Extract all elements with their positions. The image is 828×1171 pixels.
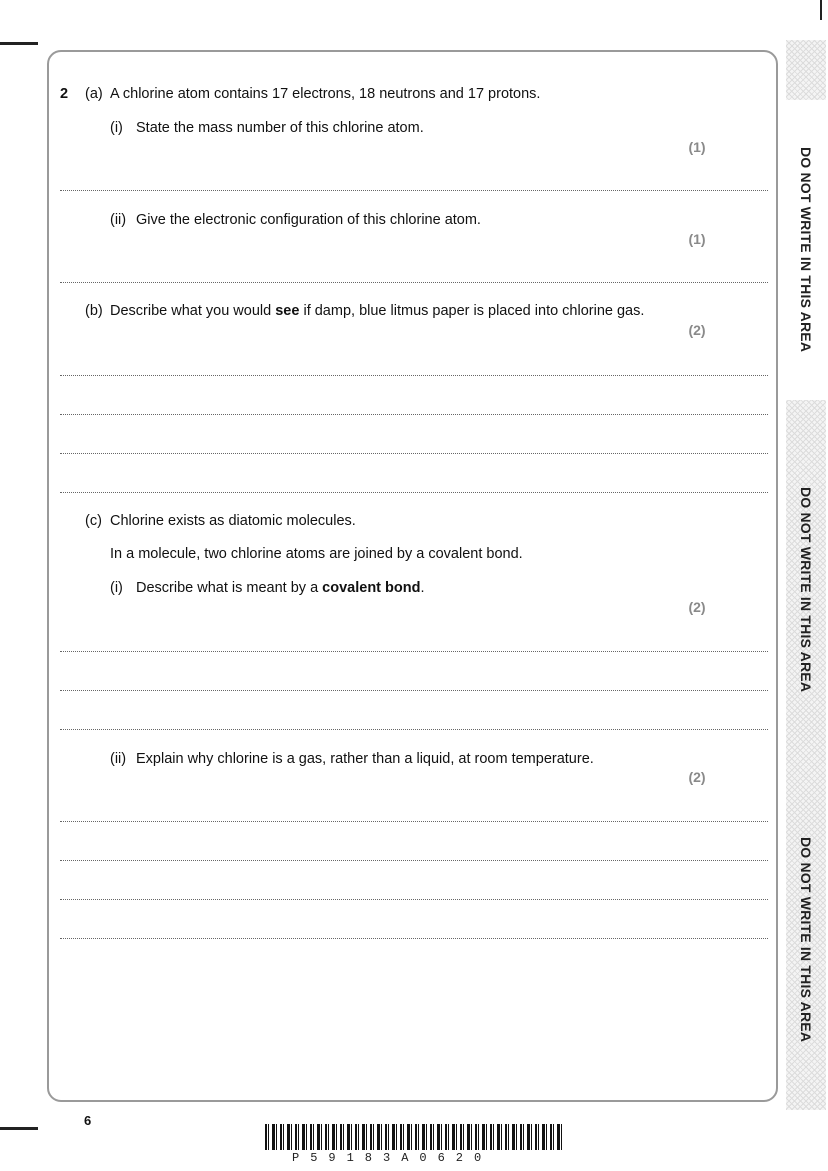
part-c-stem2: In a molecule, two chlorine atoms are joined by a covalent bond. — [110, 546, 523, 562]
part-c-stem: Chlorine exists as diatomic molecules. — [110, 513, 356, 529]
part-a-i-label: (i) — [110, 120, 123, 136]
part-b-text-after: if damp, blue litmus paper is placed into chlorine gas. — [299, 303, 645, 319]
answer-line[interactable] — [60, 190, 768, 191]
answer-line[interactable] — [60, 899, 768, 900]
answer-line[interactable] — [60, 938, 768, 939]
answer-line[interactable] — [60, 492, 768, 493]
barcode-text: P59183A0620 — [292, 1151, 493, 1165]
part-c-i-marks: (2) — [688, 599, 706, 615]
part-a-ii-label: (ii) — [110, 212, 127, 228]
margin-strip — [786, 40, 826, 1110]
part-a-ii-marks: (1) — [688, 231, 706, 247]
part-a-stem: A chlorine atom contains 17 electrons, 18 neutrons and 17 protons. — [110, 86, 541, 102]
part-a-label: (a) — [85, 86, 103, 102]
part-a-i-marks: (1) — [688, 139, 706, 155]
margin-warning-top: DO NOT WRITE IN THIS AREA — [786, 100, 826, 400]
answer-line[interactable] — [60, 453, 768, 454]
part-b-text-before: Describe what you would — [110, 303, 276, 319]
answer-line[interactable] — [60, 860, 768, 861]
page-number: 6 — [84, 1113, 92, 1128]
answer-line[interactable] — [60, 729, 768, 730]
part-a-ii-text: Give the electronic configuration of this chlorine atom. — [136, 212, 481, 228]
part-b-question — [110, 302, 644, 320]
answer-line[interactable] — [60, 651, 768, 652]
part-b-marks: (2) — [688, 322, 706, 338]
part-c-i-text-bold: covalent bond — [322, 580, 421, 596]
part-b-label: (b) — [85, 303, 103, 319]
binder-mark-bottom — [0, 1127, 38, 1130]
part-c-ii-marks: (2) — [688, 769, 706, 785]
answer-line[interactable] — [60, 282, 768, 283]
binder-mark-top — [0, 42, 38, 45]
barcode — [265, 1124, 565, 1150]
margin-warning-bottom: DO NOT WRITE IN THIS AREA — [798, 837, 814, 1043]
part-c-i-text-before: Describe what is meant by a — [136, 580, 323, 596]
page-border — [47, 50, 778, 1102]
part-c-i-text-after: . — [420, 580, 425, 596]
crop-mark — [820, 0, 822, 20]
part-a-i-text: State the mass number of this chlorine atom. — [136, 120, 424, 136]
question-number: 2 — [60, 86, 69, 102]
part-c-i-question — [136, 579, 425, 597]
answer-line[interactable] — [60, 375, 768, 376]
answer-line[interactable] — [60, 821, 768, 822]
answer-line[interactable] — [60, 414, 768, 415]
part-b-text-bold: see — [275, 303, 300, 319]
part-c-ii-label: (ii) — [110, 751, 127, 767]
answer-line[interactable] — [60, 690, 768, 691]
part-c-i-label: (i) — [110, 580, 123, 596]
part-c-ii-text: Explain why chlorine is a gas, rather than a liquid, at room temperature. — [136, 751, 594, 767]
margin-warning-middle: DO NOT WRITE IN THIS AREA — [798, 487, 814, 693]
part-c-label: (c) — [85, 513, 102, 529]
